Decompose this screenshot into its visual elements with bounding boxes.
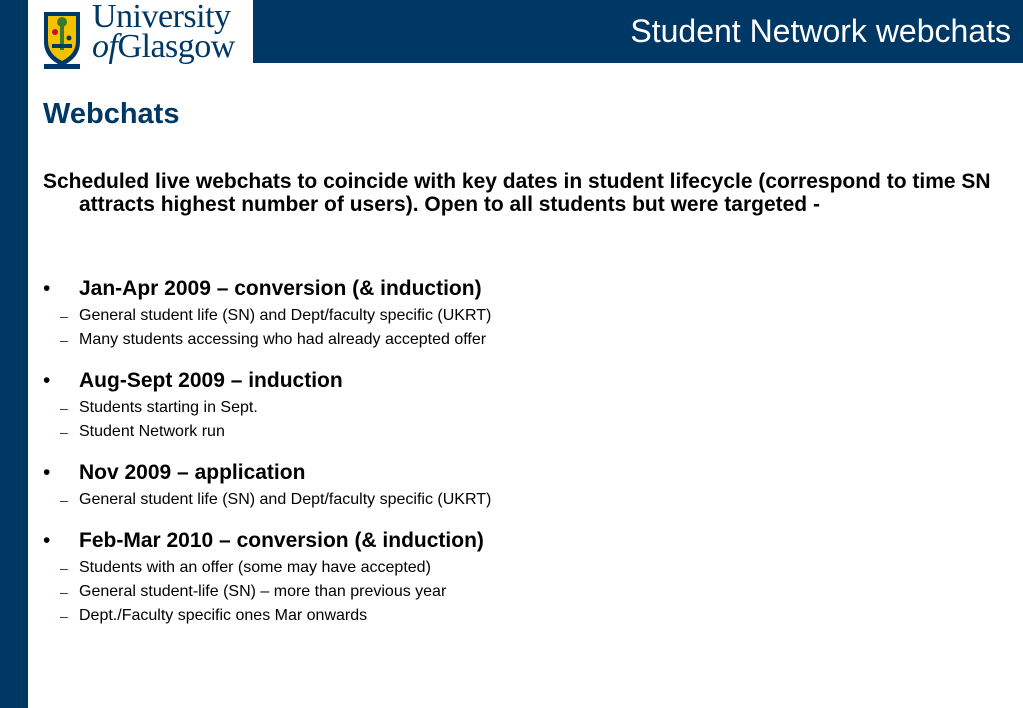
left-accent-bar — [0, 0, 28, 708]
page-title: Webchats — [43, 98, 180, 130]
header-title: Student Network webchats — [630, 13, 1011, 49]
sub-item — [43, 396, 993, 420]
logo-university-text: University — [92, 0, 231, 35]
logo-glasgow-text: Glasgow — [117, 28, 235, 65]
dash-icon: – — [60, 308, 68, 324]
bullet-icon: • — [43, 529, 51, 552]
bullet-group — [43, 276, 993, 352]
logo-of-text: of — [92, 28, 118, 65]
sub-item — [43, 328, 993, 352]
sub-item-text: General student-life (SN) – more than previous year — [79, 583, 447, 600]
sub-item-text: General student life (SN) and Dept/faculty specific (UKRT) — [79, 307, 492, 324]
sub-item-text: Students with an offer (some may have accepted) — [79, 559, 431, 576]
sub-item-text: Student Network run — [79, 423, 225, 440]
bullet-heading — [43, 528, 993, 554]
sub-item — [43, 604, 993, 628]
dash-icon: – — [60, 424, 68, 440]
bullet-list — [43, 276, 993, 644]
bullet-group — [43, 528, 993, 628]
bullet-heading — [43, 368, 993, 394]
bullet-heading-text: Nov 2009 – application — [79, 461, 306, 484]
dash-icon: – — [60, 608, 68, 624]
sub-item — [43, 304, 993, 328]
bullet-heading-text: Jan-Apr 2009 – conversion (& induction) — [79, 277, 482, 300]
bullet-icon: • — [43, 369, 51, 392]
dash-icon: – — [60, 584, 68, 600]
dash-icon: – — [60, 332, 68, 348]
logo-of-glasgow — [92, 28, 235, 65]
sub-item — [43, 580, 993, 604]
dash-icon: – — [60, 400, 68, 416]
sub-item — [43, 420, 993, 444]
sub-item-text: General student life (SN) and Dept/faculty specific (UKRT) — [79, 491, 492, 508]
dash-icon: – — [60, 560, 68, 576]
sub-item-text: Students starting in Sept. — [79, 399, 258, 416]
bullet-heading-text: Feb-Mar 2010 – conversion (& induction) — [79, 529, 484, 552]
university-logo — [28, 0, 253, 72]
logo-wordmark — [92, 0, 235, 65]
crest-icon — [42, 8, 82, 70]
sub-item — [43, 556, 993, 580]
dash-icon: – — [60, 492, 68, 508]
bullet-group — [43, 460, 993, 512]
sub-item-text: Dept./Faculty specific ones Mar onwards — [79, 607, 368, 624]
bullet-heading-text: Aug-Sept 2009 – induction — [79, 369, 343, 392]
bullet-icon: • — [43, 277, 51, 300]
bullet-heading — [43, 460, 993, 486]
sub-item-text: Many students accessing who had already accepted offer — [79, 331, 487, 348]
bullet-icon: • — [43, 461, 51, 484]
sub-item — [43, 488, 993, 512]
intro-paragraph: Scheduled live webchats to coincide with key dates in student lifecycle (correspond to time SN attracts highest number of users). Open to all students but were targeted - — [43, 170, 991, 216]
bullet-heading — [43, 276, 993, 302]
bullet-group — [43, 368, 993, 444]
